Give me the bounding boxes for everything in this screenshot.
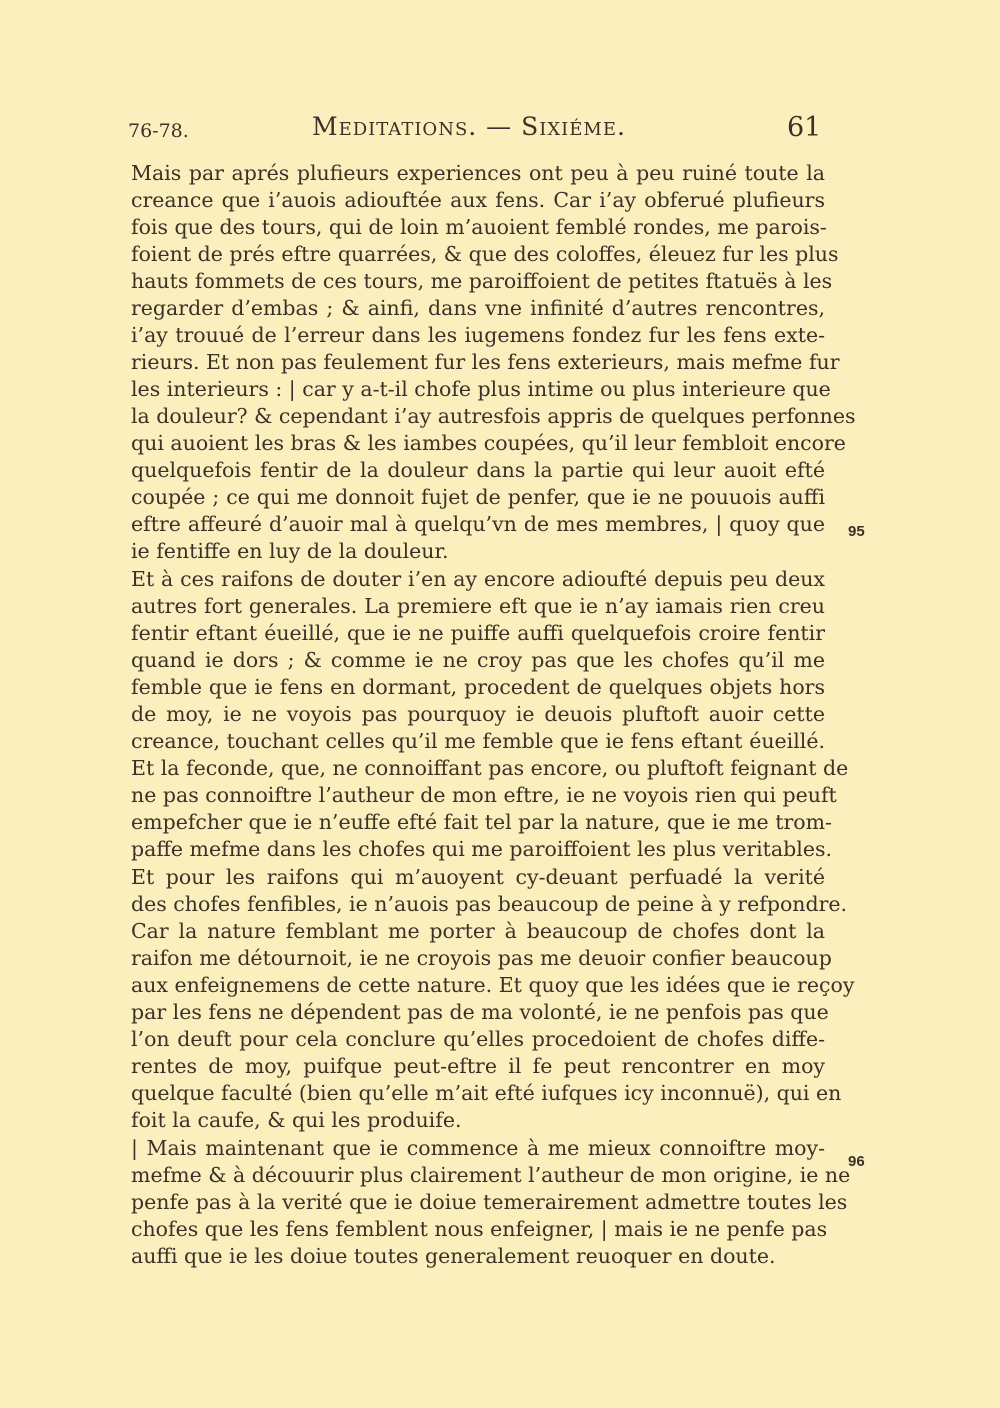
text-line: penfe pas à la verité que ie doiue temerairement admettre toutes les xyxy=(131,1190,848,1214)
text-line: empefcher que ie n’euffe efté fait tel par la nature, que ie me trom- xyxy=(131,810,832,834)
text-line: des chofes fenfibles, ie n’auois pas beaucoup de peine à y refpondre. xyxy=(131,892,848,916)
text-line: foit la caufe, & qui les produife. xyxy=(131,1108,462,1132)
text-line: mefme & à découurir plus clairement l’autheur de mon origine, ie ne xyxy=(131,1163,851,1187)
margin-reference-96: 96 xyxy=(848,1153,865,1170)
text-line: les interieurs : | car y a-t-il chofe plus intime ou plus interieure que xyxy=(131,377,831,401)
text-line: | Mais maintenant que ie commence à me mieux connoiftre moy- xyxy=(131,1136,825,1160)
running-title: Meditations. — Sixiéme. xyxy=(312,112,626,141)
text-line: quelquefois fentir de la douleur dans la partie qui leur auoit efté xyxy=(131,458,825,482)
text-line: autres fort generales. La premiere eft que ie n’ay iamais rien creu xyxy=(131,594,825,618)
text-line: Et à ces raifons de douter i’en ay encore adioufté depuis peu deux xyxy=(131,567,825,591)
text-line: rieurs. Et non pas feulement fur les fens exterieurs, mais mefme fur xyxy=(131,350,840,374)
text-line: auffi que ie les doiue toutes generalement reuoquer en doute. xyxy=(131,1244,776,1268)
text-line: quelque faculté (bien qu’elle m’ait efté iufques icy inconnuë), qui en xyxy=(131,1081,842,1105)
text-line: ne pas connoiftre l’autheur de mon eftre, ie ne voyois rien qui peuft xyxy=(131,783,837,807)
text-line: fentir eftant éueillé, que ie ne puiffe auffi quelquefois croire fentir xyxy=(131,621,825,645)
text-line: Et la feconde, que, ne connoiffant pas encore, ou pluftoft feignant de xyxy=(131,756,849,780)
text-line: chofes que les fens femblent nous enfeigner, | mais ie ne penfe pas xyxy=(131,1217,828,1241)
text-line: Et pour les raifons qui m’auoyent cy-deuant perfuadé la verité xyxy=(131,865,825,889)
text-line: la douleur? & cependant i’ay autresfois appris de quelques perfonnes xyxy=(131,404,856,428)
text-line: i’ay trouué de l’erreur dans les iugemens fondez fur les fens exte- xyxy=(131,323,825,347)
text-line: Car la nature femblant me porter à beaucoup de chofes dont la xyxy=(131,919,825,943)
text-line: qui auoient les bras & les iambes coupées, qu’il leur fembloit encore xyxy=(131,431,846,455)
text-line: creance, touchant celles qu’il me femble que ie fens eftant éueillé. xyxy=(131,729,825,753)
text-line: femble que ie fens en dormant, procedent de quelques objets hors xyxy=(131,675,825,699)
text-line: raifon me détournoit, ie ne croyois pas me deuoir confier beaucoup xyxy=(131,946,832,970)
text-line: eftre affeuré d’auoir mal à quelqu’vn de mes membres, | quoy que xyxy=(131,512,825,536)
text-line: creance que i’auois adiouftée aux fens. Car i’ay obferué plufieurs xyxy=(131,188,825,212)
running-header xyxy=(0,112,1000,146)
text-line: fois que des tours, qui de loin m’auoient femblé rondes, me parois- xyxy=(131,215,827,239)
text-line: par les fens ne dépendent pas de ma volonté, ie ne penfois pas que xyxy=(131,1000,829,1024)
text-line: de moy, ie ne voyois pas pourquoy ie deuois pluftoft auoir cette xyxy=(131,702,825,726)
text-line: aux enfeignemens de cette nature. Et quoy que les idées que ie reçoy xyxy=(131,973,855,997)
text-line: Mais par aprés plufieurs experiences ont peu à peu ruiné toute la xyxy=(131,161,825,185)
text-line: quand ie dors ; & comme ie ne croy pas que les chofes qu’il me xyxy=(131,648,825,672)
page-range: 76-78. xyxy=(128,120,189,142)
text-line: hauts fommets de ces tours, me paroiffoient de petites ftatuës à les xyxy=(131,269,833,293)
text-line: coupée ; ce qui me donnoit fujet de penfer, que ie ne pouuois auffi xyxy=(131,485,825,509)
text-line: paffe mefme dans les chofes qui me paroiffoient les plus veritables. xyxy=(131,837,832,861)
page-number: 61 xyxy=(787,112,822,143)
text-line: regarder d’embas ; & ainfi, dans vne infinité d’autres rencontres, xyxy=(131,296,825,320)
text-line: ie fentiffe en luy de la douleur. xyxy=(131,539,449,563)
margin-reference-95: 95 xyxy=(848,523,865,540)
text-line: foient de prés eftre quarrées, & que des coloffes, éleuez fur les plus xyxy=(131,242,839,266)
text-line: rentes de moy, puifque peut-eftre il fe peut rencontrer en moy xyxy=(131,1054,825,1078)
text-line: l’on deuft pour cela conclure qu’elles procedoient de chofes diffe- xyxy=(131,1027,825,1051)
